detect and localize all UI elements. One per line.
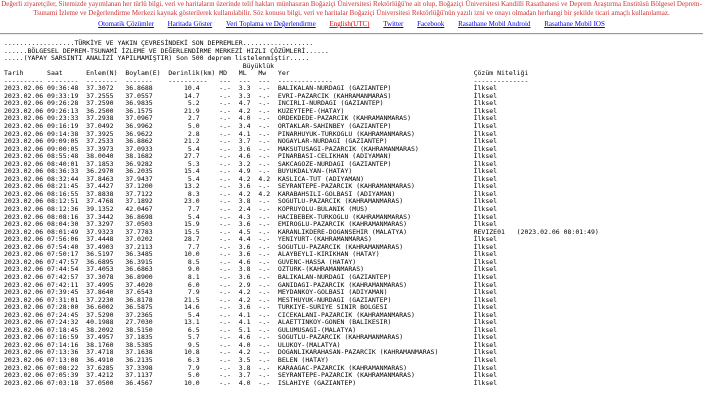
table-row: 2023.02.06 07:13:08 36.4910 36.2135 6.3 -.- 3.5 -.- BELEN (HATAY) İlksel (4, 355, 498, 364)
table-row: 2023.02.06 08:21:45 37.4427 37.1200 13.2 -.- 3.6 -.- SEYRANTEPE-PAZARCIK (KAHRAMANMARAS) İlksel (4, 182, 498, 191)
nav-link-twitter[interactable]: Twitter (383, 20, 404, 28)
table-row: 2023.02.06 07:42:57 37.3078 36.8900 8.1 -.- 3.6 -.- BALIKALAN-NURDAGI (GAZIANTEP) İlksel (4, 272, 498, 281)
list-header-line: ......BÖLGESEL DEPREM-TSUNAMİ İZLEME VE DEĞERLENDİRME MERKEZİ HIZLI ÇÖZÜMLERİ...... (4, 46, 329, 55)
table-row: 2023.02.06 07:44:54 37.4053 36.6863 9.0 -.- 3.8 -.- OZTURK-(KAHRAMANMARAS) İlksel (4, 265, 498, 274)
table-row: 2023.02.06 07:42:11 37.4995 37.4020 6.0 -.- 2.9 -.- GANIDAGI-PAZARCIK (KAHRAMANMARAS) İlksel (4, 280, 498, 289)
table-row: 2023.02.06 09:26:13 36.2500 36.1575 21.9 -.- 4.2 -.- KUZEYTEPE-(HATAY) İlksel (4, 106, 498, 115)
table-row: 2023.02.06 09:23:33 37.2938 37.0967 2.7 -.- 4.0 -.- ORDEKDEDE-PAZARCIK (KAHRAMANMARAS) İlksel (4, 114, 498, 123)
table-row: 2023.02.06 07:16:59 37.4957 37.1835 5.7 -.- 4.6 -.- SOGUTLU-PAZARCIK (KAHRAMANMARAS) İlksel (4, 333, 498, 342)
table-row: 2023.02.06 08:16:55 37.8838 37.7122 8.3 -.- 4.2 4.2 KARABAHSILI-GOLBASI (ADIYAMAN) İlksel (4, 189, 498, 198)
table-row: 2023.02.06 09:33:19 37.2555 37.0557 14.7 -.- 3.3 -.- EVRI-PAZARCIK (KAHRAMANMARAS) İlksel (4, 91, 498, 100)
list-header-line: ..................TÜRKİYE VE YAKIN ÇEVRESİNDEKİ SON DEPREMLER.................. (4, 39, 314, 47)
nav-link-english-utc[interactable]: English(UTC) (329, 20, 370, 28)
table-row: 2023.02.06 09:00:05 37.3973 37.0933 5.4 -.- 3.6 -.- MAKSUTUSAGI-PAZARCIK (KAHRAMANMARAS) İlksel (4, 144, 498, 153)
table-row: 2023.02.06 09:16:19 37.0492 36.9962 5.0 -.- 3.4 -.- ORTAKLAR-SAHINBEY (GAZIANTEP) İlksel (4, 122, 498, 131)
nav-link-mobile-ios[interactable]: Rasathane Mobil IOS (544, 20, 605, 28)
nav-link-mobile-android[interactable]: Rasathane Mobil Android (458, 20, 531, 28)
nav-link-facebook[interactable]: Facebook (417, 20, 445, 28)
table-row: 2023.02.06 09:36:48 37.3072 36.8688 10.4 -.- 3.3 -.- BALIKALAN-NURDAGI (GAZIANTEP) İlksel (4, 84, 498, 93)
top-navigation (0, 20, 703, 30)
table-row: 2023.02.06 08:08:16 37.3442 36.8698 5.4 -.- 4.3 -.- HACIBEBEK-TURKOGLU (KAHRAMANMARAS) İlksel (4, 212, 498, 221)
magnitude-group-header: Büyüklük (242, 61, 275, 70)
table-row: 2023.02.06 07:08:22 37.6285 37.3398 7.9 -.- 3.8 -.- KARAAGAC-PAZARCIK (KAHRAMANMARAS) İlksel (4, 363, 498, 372)
table-row: 2023.02.06 07:56:06 37.4448 37.0202 28.7 -.- 4.4 -.- YENIYURT-(KAHRAMANMARAS) İlksel (4, 235, 498, 244)
nav-link-haritada-goster[interactable]: Haritada Göster (167, 20, 213, 28)
table-row: 2023.02.06 08:40:01 37.1853 36.9282 5.3 -.- 3.2 -.- SAKCAGOZE-NURDAGI (GAZIANTEP) İlksel (4, 159, 498, 168)
table-row: 2023.02.06 09:14:38 37.3925 36.9622 2.8 -.- 4.1 -.- PINARHUYUK-TURKOGLU (KAHRAMANMARAS) İlksel (4, 129, 498, 138)
nav-link-otomatik-cozumler[interactable]: Otomatik Çözümler (98, 20, 154, 28)
table-row: 2023.02.06 08:12:51 37.4768 37.1892 23.0 -.- 3.8 -.- SOGUTLU-PAZARCIK (KAHRAMANMARAS) İlksel (4, 197, 498, 206)
table-row: 2023.02.06 07:50:17 36.5197 36.3485 10.0 -.- 3.6 -.- ALAYBEYLI-KIRIKHAN (HATAY) İlksel (4, 250, 498, 259)
table-row: 2023.02.06 07:47:57 36.6895 36.3915 8.5 -.- 4.6 -.- GUVENC-HASSA (HATAY) İlksel (4, 257, 498, 266)
table-row: 2023.02.06 09:09:05 37.2533 36.8862 21.2 -.- 3.7 -.- NOGAYLAR-NURDAGI (GAZIANTEP) İlksel (4, 137, 498, 146)
column-separator: ---------- -------- -------- ------- ---------- --- --- --- -------------- -------------- (4, 76, 529, 85)
table-row: 2023.02.06 07:54:40 37.4903 37.2113 7.7 -.- 3.6 -.- SOGUTLU-PAZARCIK (KAHRAMANMARAS) İlksel (4, 242, 498, 251)
earthquake-list (4, 40, 599, 387)
list-header-line: .....(YAPAY SARSINTI ANALİZİ YAPILMAMIŞTIR) Son 500 deprem listelenmiştir..... (4, 54, 310, 63)
table-row: 2023.02.06 08:32:44 37.8463 37.9437 5.4 -.- 4.2 4.2 KASLICA-TUT (ADIYAMAN) İlksel (4, 174, 498, 183)
table-row: 2023.02.06 09:26:28 37.2590 36.9835 5.2 -.- 4.7 -.- INCIRLI-NURDAGI (GAZIANTEP) İlksel (4, 99, 498, 108)
table-row: 2023.02.06 07:13:36 37.4718 37.1638 10.8 -.- 4.2 -.- DOGANLIKARAHASAN-PAZARCIK (KAHRAMANMARAS) İlksel (4, 348, 498, 357)
table-row: 2023.02.06 07:03:18 37.0500 36.4567 10.0 -.- 4.0 -.- ISLAHIYE (GAZIANTEP) İlksel (4, 378, 498, 387)
table-row: 2023.02.06 08:12:36 39.1352 42.0467 7.7 -.- 2.4 -.- KOPRUYOLU-BULANIK (MUS) İlksel (4, 205, 498, 214)
table-row: 2023.02.06 08:36:33 36.2970 36.2035 15.4 -.- 4.9 -.- BUYUKDALYAN-(HATAY) İlksel (4, 167, 498, 176)
table-row: 2023.02.06 08:55:48 38.0040 38.1682 27.7 -.- 4.6 -.- PINARBASI-CELIKHAN (ADIYAMAN) İlksel (4, 152, 498, 161)
copyright-notice: Değerli ziyaretçiler, Sitemizde yayımlanan her türlü bilgi, veri ve haritaların üzerinde telif hakları münhasıran Boğaziçi Üniversitesi Rektörlüğü'ne ait olup, Boğaziçi Üniversitesi Kandilli Rasathanesi ve Deprem Araştırma Enstitüsü Bölgesel Deprem-Tsunami İzleme ve Değerlendirme Merkezi kaynak gösterilerek kullanılabilir. Söz konusu bilgi, veri ve haritalar Boğaziçi Üniversitesi Rektörlüğü'nün yazılı izni ve onayı olmadan herhangi bir şekilde ticari amaçlı kullanılamaz. (1, 0, 702, 17)
table-row: 2023.02.06 08:04:30 37.3297 37.0503 15.9 -.- 3.6 -.- EMIROGLU-PAZARCIK (KAHRAMANMARAS) İlksel (4, 220, 498, 229)
table-row: 2023.02.06 07:28:00 36.6002 36.5875 14.6 -.- 3.6 -.- TURKIYE-SURIYE SINIR BOLGESI İlksel (4, 303, 498, 312)
table-row: 2023.02.06 07:18:45 38.2092 38.5150 6.5 -.- 5.1 -.- GULUMUSAGI-(MALATYA) İlksel (4, 325, 498, 334)
table-row: 2023.02.06 07:39:45 37.8640 37.6543 7.9 -.- 4.2 -.- MEYDANKOY-GOLBASI (ADIYAMAN) İlksel (4, 288, 498, 297)
table-row: 2023.02.06 08:01:49 37.9323 37.7783 15.5 -.- 4.5 -.- KARANLIKDERE-DOGANSEHIR (MALATYA) REVIZE01 (2023.02.06 08:01:49) (4, 227, 599, 236)
nav-link-veri-toplama[interactable]: Veri Toplama ve Değerlendirme (225, 20, 316, 28)
table-row: 2023.02.06 07:24:45 37.5290 37.2365 5.4 -.- 4.1 -.- CICEKALANI-PAZARCIK (KAHRAMANMARAS) İlksel (4, 310, 498, 319)
table-row: 2023.02.06 07:31:01 37.2230 36.8178 21.5 -.- 4.2 -.- MESTHUYUK-NURDAGI (GAZIANTEP) İlksel (4, 295, 498, 304)
table-row: 2023.02.06 07:14:16 38.1760 38.5385 9.5 -.- 4.0 -.- ULUKOY-(MALATYA) İlksel (4, 340, 498, 349)
table-row: 2023.02.06 07:24:32 40.1988 27.7030 13.1 -.- 4.1 -.- ALAETTINKOY-GONEN (BALIKESIR) İlksel (4, 318, 498, 327)
horizontal-divider (0, 33, 703, 35)
table-row: 2023.02.06 07:05:39 37.4212 37.1137 5.0 -.- 3.7 -.- SEYRANTEPE-PAZARCIK (KAHRAMANMARAS) İlksel (4, 371, 498, 380)
column-headers: Tarih Saat Enlem(N) Boylam(E) Derinlik(km) MD ML Mw Yer Çözüm Niteliği (4, 69, 529, 78)
